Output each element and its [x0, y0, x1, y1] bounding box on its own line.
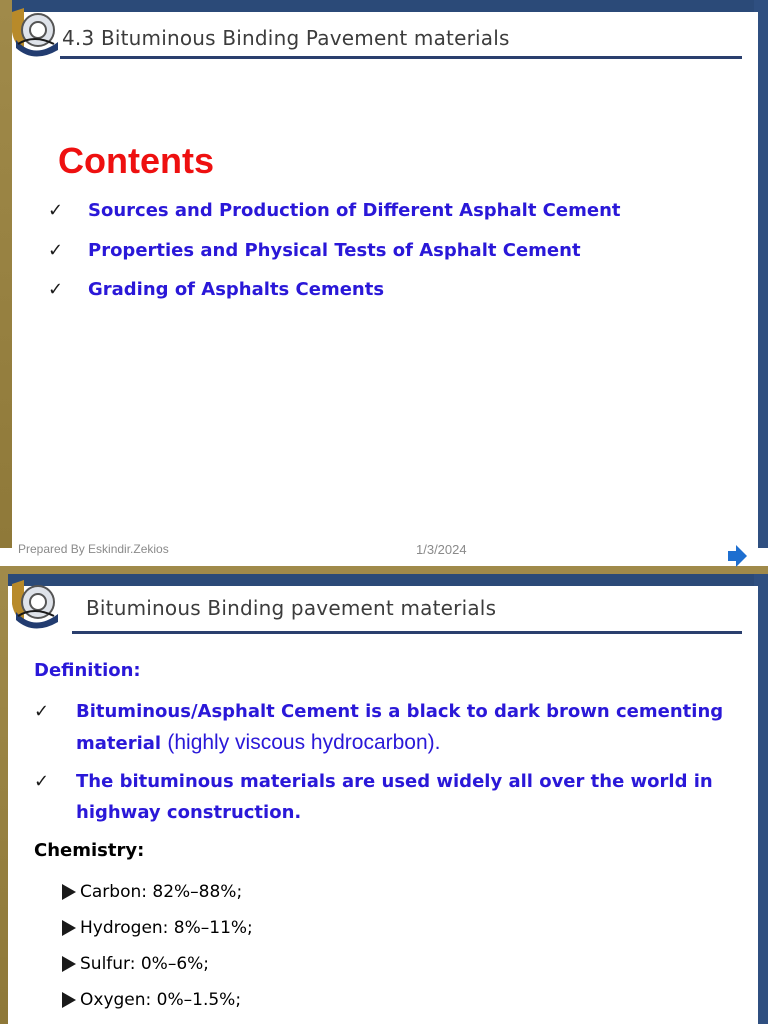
definition-list: [34, 696, 734, 835]
checkmark-icon: ✓: [48, 279, 64, 300]
list-item-label: Sources and Production of Different Asphalt Cement: [88, 200, 621, 221]
next-slide-arrow-icon[interactable]: [726, 543, 748, 569]
triangle-bullet-icon: [62, 920, 76, 936]
slide-2-header-title: Bituminous Binding pavement materials: [86, 596, 497, 620]
chemistry-list: [62, 874, 253, 1018]
triangle-bullet-icon: [62, 884, 76, 900]
chemistry-label: Chemistry:: [34, 840, 145, 861]
slide-2: [0, 574, 768, 1024]
checkmark-icon: ✓: [48, 239, 64, 261]
left-gold-band: [0, 574, 8, 1024]
definition-emphasis: (highly viscous hydrocarbon).: [167, 731, 441, 754]
list-item: [48, 240, 621, 280]
university-logo-icon: [4, 576, 62, 634]
list-item-text: [76, 696, 726, 759]
list-item: [62, 946, 253, 982]
contents-title: Contents: [58, 140, 214, 181]
list-item: [62, 874, 253, 910]
list-item: [62, 982, 253, 1018]
footer-date: 1/3/2024: [416, 542, 467, 557]
list-item-label: Hydrogen: 8%–11%;: [80, 918, 253, 938]
list-item-text: The bituminous materials are used widely all over the world in highway construction.: [76, 771, 713, 823]
list-item: [62, 910, 253, 946]
definition-label: Definition:: [34, 660, 141, 681]
triangle-bullet-icon: [62, 992, 76, 1008]
list-item: [34, 766, 734, 828]
left-gold-band: [0, 0, 12, 574]
list-item-label: Properties and Physical Tests of Asphalt Cement: [88, 239, 581, 261]
triangle-bullet-icon: [62, 956, 76, 972]
list-item-label: Oxygen: 0%–1.5%;: [80, 990, 242, 1010]
checkmark-icon: ✓: [48, 200, 64, 221]
header-rule: [72, 631, 742, 634]
checkmark-icon: ✓: [34, 701, 50, 722]
header-rule: [60, 56, 742, 59]
list-item: [48, 279, 621, 319]
slide-1-bottom-gold-band: [0, 566, 768, 574]
list-item-label: Carbon: 82%–88%;: [80, 882, 243, 902]
slide-1-header-title: 4.3 Bituminous Binding Pavement materials: [62, 26, 510, 50]
definition-text: Bituminous/Asphalt Cement is a black to dark brown cementing material: [76, 701, 724, 754]
list-item: [48, 200, 621, 240]
checkmark-icon: ✓: [34, 771, 50, 792]
list-item: [34, 696, 734, 759]
university-logo-icon: [4, 4, 62, 62]
footer-author: Prepared By Eskindir.Zekios: [18, 542, 169, 556]
list-item-label: Grading of Asphalts Cements: [88, 279, 385, 300]
list-item-label: Sulfur: 0%–6%;: [80, 954, 210, 974]
contents-list: [48, 200, 621, 319]
